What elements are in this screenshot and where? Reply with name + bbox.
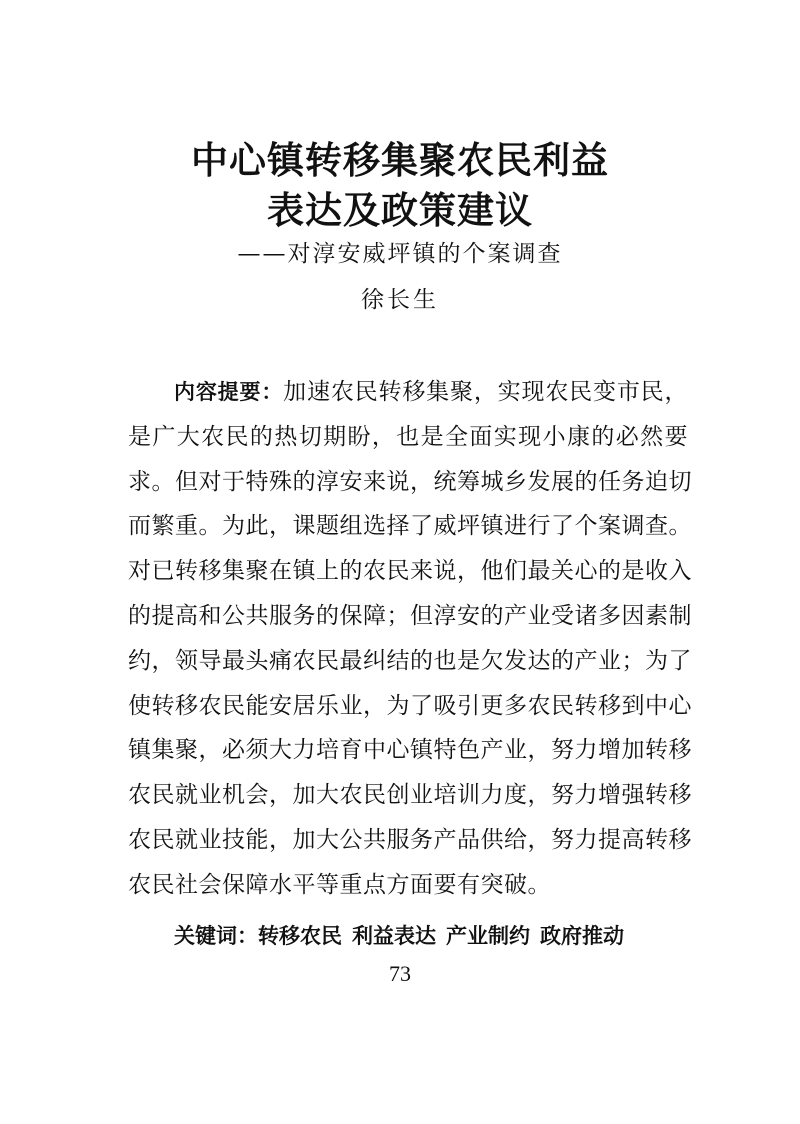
- abstract-line-10: 农民就业机会，加大农民创业培训力度，努力增强转移: [128, 782, 692, 809]
- page-number: 73: [389, 961, 411, 986]
- keyword-3: 产业制约: [446, 924, 530, 948]
- keywords: [128, 920, 688, 952]
- abstract-line-9: 镇集聚，必须大力培育中心镇特色产业，努力增加转移: [128, 737, 692, 764]
- abstract-line-7: 约，领导最头痛农民最纠结的也是欠发达的产业；为了: [128, 647, 692, 674]
- abstract-line-2: 是广大农民的热切期盼，也是全面实现小康的必然要: [128, 423, 688, 450]
- abstract-line-11: 农民就业技能，加大公共服务产品供给，努力提高转移: [128, 826, 692, 853]
- abstract-label: 内容提要：: [174, 380, 284, 404]
- abstract-line-4: 而繁重。为此，课题组选择了威坪镇进行了个案调查。: [128, 513, 692, 540]
- abstract-line-3: 求。但对于特殊的淳安来说，统筹城乡发展的任务迫切: [128, 468, 692, 495]
- abstract-line-8: 使转移农民能安居乐业，为了吸引更多农民转移到中心: [128, 692, 692, 719]
- keyword-2: 利益表达: [352, 924, 436, 948]
- abstract-line-5: 对已转移集聚在镇上的农民来说，他们最关心的是收入: [128, 558, 692, 585]
- abstract-line-6: 的提高和公共服务的保障；但淳安的产业受诸多因素制: [128, 602, 692, 629]
- abstract-text-1: 加速农民转移集聚，实现农民变市民，: [283, 379, 689, 405]
- title-line-2: 表达及政策建议: [267, 188, 533, 232]
- title-line-1: 中心镇转移集聚农民利益: [191, 138, 609, 182]
- abstract-line-12: 农民社会保障水平等重点方面要有突破。: [128, 871, 551, 898]
- abstract-line-1: [128, 370, 688, 415]
- subtitle: ——对淳安威坪镇的个案调查: [237, 241, 563, 267]
- author: 徐长生: [361, 287, 439, 313]
- keyword-4: 政府推动: [540, 924, 624, 948]
- abstract: [128, 370, 692, 908]
- keywords-label: 关键词：: [174, 924, 258, 948]
- keyword-1: 转移农民: [258, 924, 342, 948]
